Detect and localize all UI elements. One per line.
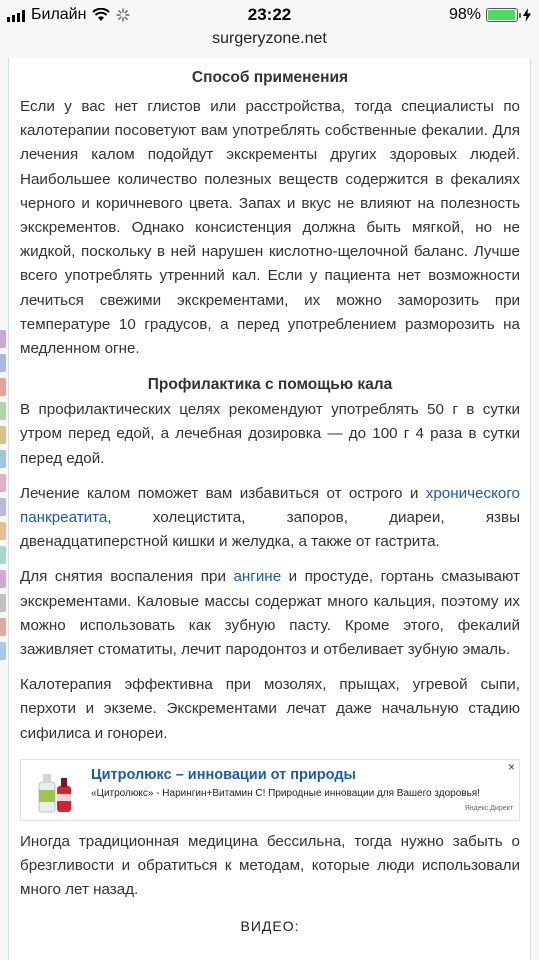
- ad-close-button[interactable]: ×: [507, 759, 515, 774]
- section-title-usage: Способ применения: [191, 69, 349, 86]
- status-bar: [0, 0, 539, 30]
- ad-banner[interactable]: [20, 759, 520, 821]
- paragraph-dosage: В профилактических целях рекомендуют употреблять 50 г в сутки утром перед едой, а лечебная дозировка — до 100 г 4 раза в сутки перед едой.: [20, 401, 520, 467]
- side-tab-strip[interactable]: [0, 330, 6, 670]
- carrier-name: Билайн: [31, 6, 87, 23]
- paragraph-throat: [20, 565, 520, 662]
- status-time: 23:22: [247, 5, 292, 24]
- paragraph-throat-end: и простуде, гортань смазывают экскрементами. Каловые массы содержат много кальция, поэтому их можно использовать как зубную пасту. Кроме этого, фекалий заживляет стоматиты, лечит пародонтоз и отбеливает зубную эмаль.: [20, 568, 520, 659]
- paragraph-treatment-start: Лечение калом поможет вам избавиться от острого и: [20, 484, 426, 502]
- ad-title[interactable]: Цитролюкс – инновации от природы: [91, 766, 356, 783]
- paragraph-treatment: [20, 482, 520, 555]
- url-bar[interactable]: surgeryzone.net: [212, 30, 327, 47]
- battery-icon: [486, 8, 518, 22]
- ad-source: Яндекс.Директ: [464, 804, 513, 812]
- article-content: [8, 58, 531, 960]
- video-label: ВИДЕО:: [240, 918, 300, 935]
- link-pancreatitis[interactable]: хронического панкреатита: [20, 484, 520, 527]
- product-bottle-image: [31, 764, 83, 816]
- paragraph-treatment-end: , холецистита, запоров, диареи, язвы двенадцатиперстной кишки и желудка, а также от гастрита.: [20, 509, 520, 551]
- section-title-prevention: Профилактика с помощью кала: [147, 376, 393, 394]
- ad-text: «Цитролюкс» - Нарингин+Витамин С! Природные инновации для Вашего здоровья!: [91, 787, 480, 799]
- status-right: [449, 6, 531, 24]
- paragraph-skin: Калотерапия эффективна при мозолях, прыщах, угревой сыпи, перхоти и экземе. Экскрементами лечат даже начальную стадию сифилиса и гонореи.: [20, 676, 520, 742]
- paragraph-traditional: Иногда традиционная медицина бессильна, тогда нужно забыть о брезгливости и обратиться к методам, которые люди использовали много лет назад.: [20, 832, 520, 899]
- charging-bolt-icon: [523, 8, 531, 22]
- paragraph-throat-start: Для снятия воспаления при: [20, 568, 234, 586]
- paragraph-usage: Если у вас нет глистов или расстройства, тогда специалисты по калотерапии посоветуют вам употреблять собственные фекалии. Для лечения калом подойдут экскременты других здоровых людей. Наибольшее количество полезных веществ содержится в фекалиях черного и коричневого цвета. Запах и вкус не влияют на полезность экскрементов. Однако консистенция должна быть мягкой, но не жидкой, поскольку в ней нарушен кислотно-щелочной баланс. Лучше всего употреблять утренний кал. Если у пациента нет возможности лечиться свежими экскрементами, их можно заморозить при температуре 10 градусов, а перед употреблением разморозить на медленном огне.: [20, 98, 520, 358]
- link-angina[interactable]: ангине: [233, 568, 282, 586]
- battery-percent: 98%: [448, 6, 481, 23]
